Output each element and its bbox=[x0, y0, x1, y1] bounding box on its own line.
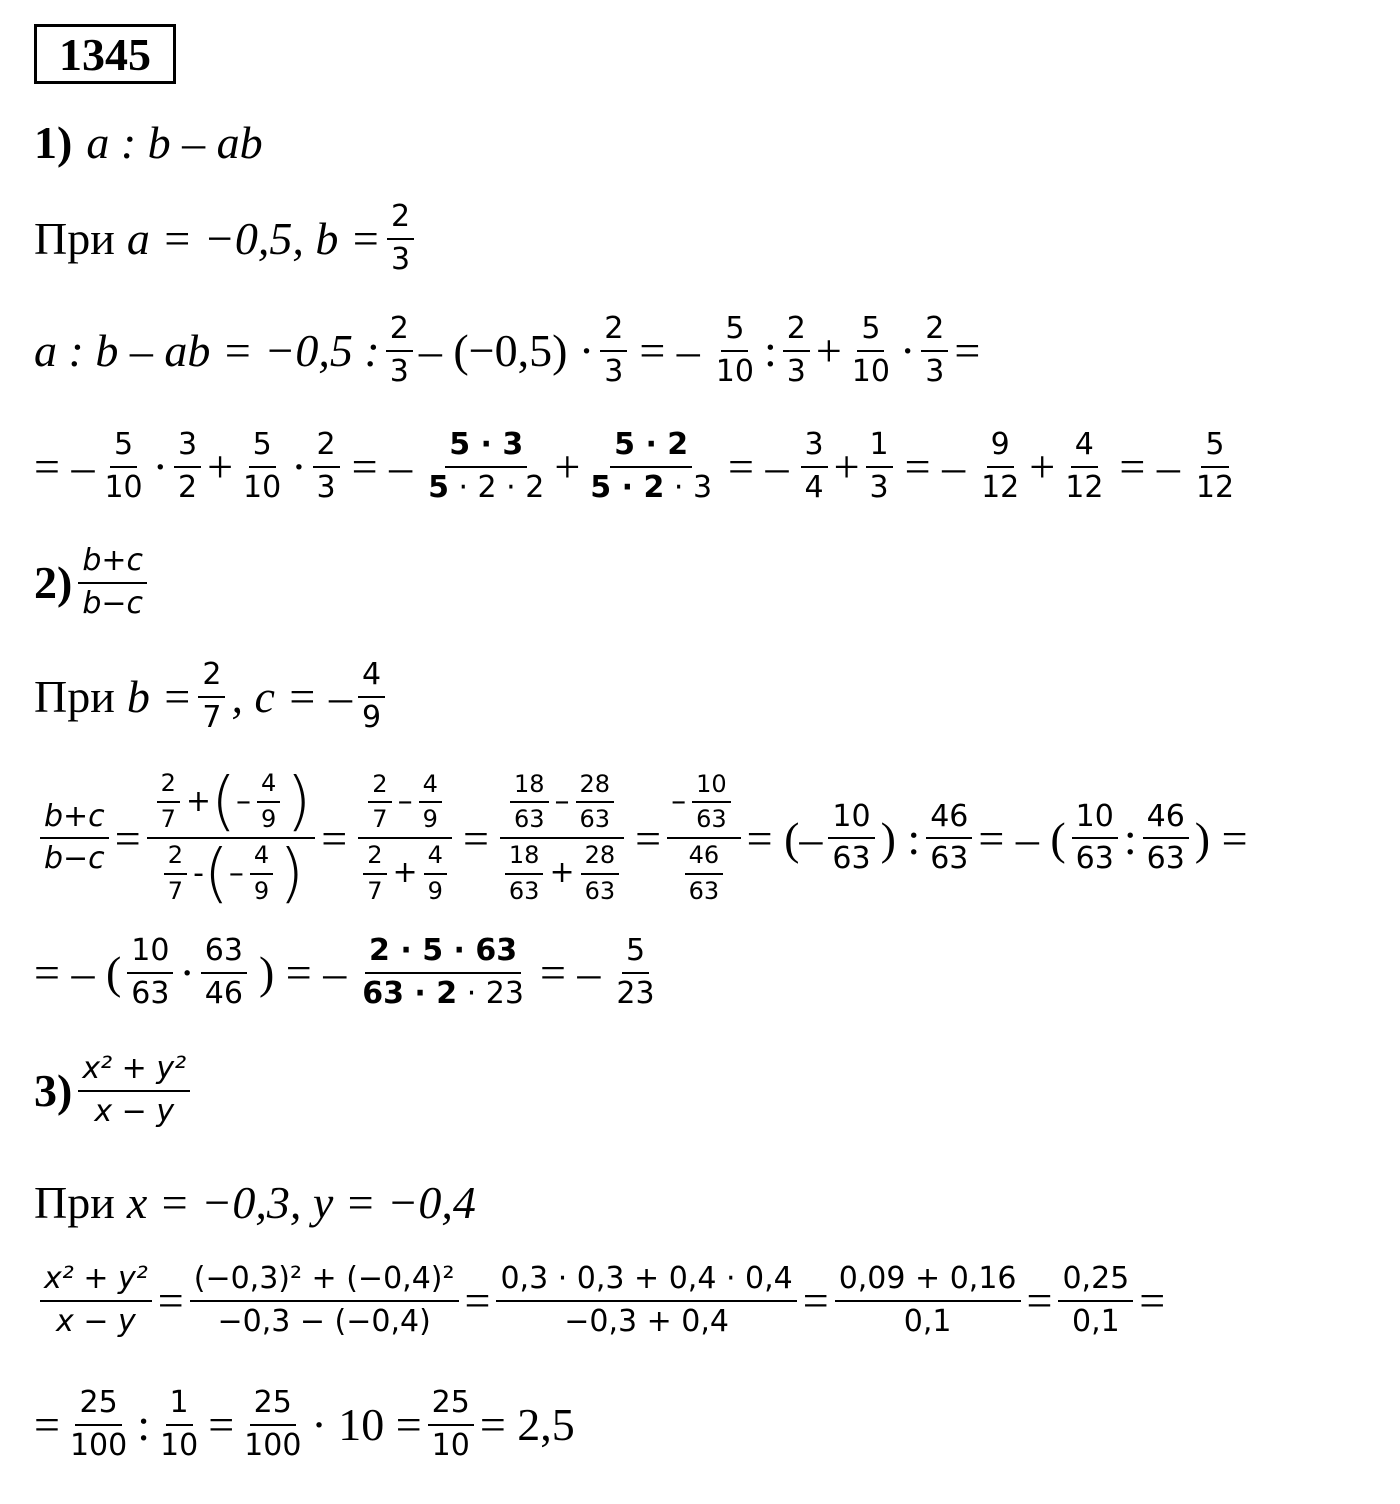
p2-heading bbox=[34, 544, 153, 621]
numerator: 5 bbox=[1201, 428, 1228, 468]
fraction bbox=[239, 428, 285, 505]
denominator: 63 bbox=[930, 841, 969, 876]
operator: = – bbox=[351, 441, 413, 492]
fraction bbox=[848, 312, 894, 389]
denominator: 3 bbox=[869, 469, 889, 505]
numerator: 4 bbox=[1071, 428, 1098, 468]
numerator: 3 bbox=[174, 428, 201, 468]
numerator: 46 bbox=[685, 842, 724, 875]
p2-condition bbox=[34, 658, 391, 735]
fraction bbox=[1072, 800, 1118, 877]
operator: = – bbox=[539, 947, 601, 998]
operator: = bbox=[464, 1275, 491, 1326]
fraction bbox=[505, 842, 544, 905]
operator: : bbox=[763, 325, 777, 376]
operator: = bbox=[1139, 1275, 1166, 1326]
fraction bbox=[783, 312, 810, 389]
p2-line1 bbox=[34, 765, 1248, 911]
operator: – bbox=[228, 855, 244, 891]
numerator: 18 bbox=[510, 771, 549, 804]
operator: + bbox=[554, 441, 581, 492]
numerator: 1 bbox=[166, 1386, 193, 1426]
denominator: 7 bbox=[160, 805, 176, 833]
numerator: 5 bbox=[857, 312, 884, 352]
numerator: 5 · 3 bbox=[445, 428, 527, 468]
p3-expression bbox=[78, 1052, 190, 1129]
fraction bbox=[368, 771, 391, 834]
operator: + bbox=[185, 783, 212, 819]
fraction bbox=[801, 428, 828, 505]
operator: + bbox=[815, 325, 842, 376]
p3-label: 3) bbox=[34, 1065, 73, 1116]
operator: = bbox=[635, 812, 662, 864]
operator: = bbox=[34, 1399, 60, 1450]
paren: ) bbox=[286, 765, 312, 839]
numerator: b+c bbox=[78, 544, 147, 584]
numerator: 4 bbox=[419, 771, 442, 804]
p1-label: 1) bbox=[34, 117, 73, 168]
denominator bbox=[353, 839, 457, 905]
numerator: 2 bbox=[198, 658, 225, 698]
denominator bbox=[495, 839, 629, 905]
denominator: 0,1 bbox=[1071, 1303, 1120, 1339]
fraction bbox=[921, 312, 948, 389]
operator: = (– bbox=[746, 812, 823, 864]
denominator: 10 bbox=[715, 353, 754, 389]
numerator: 2 bbox=[783, 312, 810, 352]
fraction bbox=[363, 842, 386, 905]
fraction bbox=[600, 312, 627, 389]
operator: + bbox=[549, 855, 575, 891]
denominator: x − y bbox=[56, 1303, 136, 1339]
denominator: 63 bbox=[1075, 841, 1114, 876]
denominator: 3 bbox=[390, 241, 411, 277]
fraction bbox=[198, 658, 225, 735]
fraction bbox=[358, 934, 528, 1011]
operator: = bbox=[1026, 1275, 1053, 1326]
operator: = bbox=[157, 1275, 184, 1326]
numerator: 2 bbox=[600, 312, 627, 352]
operator: = bbox=[462, 812, 489, 864]
denominator: b−c bbox=[82, 585, 144, 621]
numerator: 25 bbox=[75, 1386, 121, 1426]
denominator: 10 bbox=[160, 1427, 199, 1463]
operator: · bbox=[179, 947, 195, 998]
p2-expression bbox=[78, 544, 147, 621]
numerator: 25 bbox=[250, 1386, 296, 1426]
numerator: 9 bbox=[987, 428, 1014, 468]
denominator: 7 bbox=[167, 877, 184, 905]
fraction bbox=[1061, 428, 1107, 505]
fraction bbox=[386, 312, 413, 389]
denominator: 0,1 bbox=[903, 1303, 952, 1339]
p3-line1 bbox=[34, 1262, 1165, 1339]
numerator: 10 bbox=[1072, 800, 1118, 840]
operator: = – bbox=[728, 441, 789, 492]
numerator: 5 · 2 bbox=[610, 428, 692, 468]
fraction bbox=[156, 1386, 202, 1463]
operator: · bbox=[152, 441, 168, 492]
cancelled-factor: 63 · 2 bbox=[362, 975, 458, 1011]
p2-line2 bbox=[34, 934, 665, 1011]
fraction bbox=[586, 428, 716, 505]
numerator: 0,3 · 0,3 + 0,4 · 0,4 bbox=[496, 1262, 796, 1302]
denominator: 9 bbox=[261, 805, 277, 833]
operator: = – bbox=[34, 441, 95, 492]
denominator: 3 bbox=[389, 353, 409, 389]
numerator: 10 bbox=[127, 934, 173, 974]
paren: ) bbox=[279, 837, 305, 911]
operator: + bbox=[833, 441, 860, 492]
numerator bbox=[358, 771, 452, 839]
operator: + bbox=[392, 855, 418, 891]
denominator: 7 bbox=[367, 876, 383, 905]
p1-cond-a: a = −0,5, b = bbox=[126, 213, 381, 264]
numerator: 1 bbox=[866, 428, 893, 468]
fraction bbox=[428, 1386, 474, 1463]
numerator: 2 bbox=[164, 842, 187, 875]
denominator: 46 bbox=[204, 975, 243, 1011]
denominator: 9 bbox=[253, 877, 270, 905]
p2-cond-word: При bbox=[34, 671, 115, 722]
numerator: 5 bbox=[721, 312, 748, 352]
p1-condition bbox=[34, 200, 420, 277]
numerator: 2 bbox=[921, 312, 948, 352]
p2-label: 2) bbox=[34, 557, 73, 608]
operator: + bbox=[207, 441, 234, 492]
denominator: 2 bbox=[177, 469, 198, 505]
fraction bbox=[835, 1262, 1021, 1339]
operator: · bbox=[291, 441, 307, 492]
operator: = bbox=[321, 812, 348, 864]
denominator: 3 bbox=[925, 353, 945, 389]
denominator: 9 bbox=[422, 805, 438, 834]
numerator: 5 bbox=[622, 934, 649, 974]
numerator: 2 bbox=[363, 842, 386, 875]
fraction bbox=[510, 771, 549, 834]
denominator: 63 bbox=[832, 841, 871, 876]
p3-line2 bbox=[34, 1386, 575, 1463]
numerator: 5 bbox=[249, 428, 276, 468]
numerator: 5 bbox=[110, 428, 137, 468]
numerator: 4 bbox=[257, 770, 280, 803]
denominator: −0,3 + 0,4 bbox=[564, 1303, 729, 1339]
fraction bbox=[712, 312, 758, 389]
denominator: 9 bbox=[427, 876, 443, 905]
remaining-factor: · 23 bbox=[457, 975, 524, 1011]
fraction bbox=[190, 1262, 459, 1339]
fraction bbox=[424, 428, 548, 505]
operator: = – bbox=[904, 441, 966, 492]
p1-heading bbox=[34, 116, 263, 169]
answer-fraction bbox=[1192, 428, 1238, 505]
numerator: 2 bbox=[386, 312, 413, 352]
fraction bbox=[157, 770, 180, 833]
numerator: x² + y² bbox=[40, 1262, 152, 1302]
fraction bbox=[692, 771, 731, 834]
numerator: 10 bbox=[828, 800, 874, 840]
operator: = – bbox=[639, 325, 700, 376]
cancelled-factor: 5 · 2 bbox=[590, 469, 665, 505]
task-number: 1345 bbox=[59, 28, 151, 80]
operator: · bbox=[899, 325, 916, 376]
operator: · 10 = bbox=[311, 1399, 422, 1450]
denominator bbox=[154, 837, 308, 911]
numerator: 46 bbox=[926, 800, 972, 840]
fraction bbox=[926, 800, 972, 877]
denominator: 63 bbox=[696, 805, 727, 834]
fraction bbox=[424, 842, 447, 905]
fraction bbox=[313, 428, 340, 505]
cancelled-factor: 5 bbox=[428, 469, 449, 505]
denominator: 12 bbox=[981, 469, 1020, 505]
denominator: 7 bbox=[202, 699, 222, 735]
p1-line1 bbox=[34, 312, 980, 389]
operator: – bbox=[397, 784, 413, 820]
numerator bbox=[147, 765, 316, 839]
operator: : bbox=[137, 1399, 150, 1450]
denominator: 10 bbox=[104, 469, 143, 505]
denominator: 12 bbox=[1065, 469, 1104, 505]
p1-l1-mid: – (−0,5) · bbox=[418, 325, 595, 376]
fraction bbox=[977, 428, 1023, 505]
denominator bbox=[586, 468, 716, 506]
denominator: 7 bbox=[372, 805, 388, 834]
operator: = – bbox=[1119, 441, 1180, 492]
denominator: 3 bbox=[786, 353, 806, 389]
fraction bbox=[201, 934, 247, 1011]
operator: ) = bbox=[1194, 812, 1248, 864]
p3-cond-word: При bbox=[34, 1177, 115, 1228]
denominator: 3 bbox=[604, 353, 624, 389]
fraction bbox=[66, 1386, 131, 1463]
fraction bbox=[358, 658, 385, 735]
denominator: −0,3 − (−0,4) bbox=[217, 1303, 431, 1339]
numerator: 2 bbox=[313, 428, 340, 468]
fraction bbox=[866, 428, 893, 505]
fraction bbox=[1143, 800, 1189, 877]
operator: = bbox=[954, 325, 981, 376]
fraction bbox=[419, 771, 442, 834]
denominator: 12 bbox=[1195, 469, 1235, 505]
p1-expression: a : b – ab bbox=[86, 117, 263, 168]
denominator: 63 bbox=[1146, 841, 1185, 876]
denominator: 100 bbox=[244, 1427, 302, 1463]
numerator: 0,09 + 0,16 bbox=[835, 1262, 1021, 1302]
numerator: 2 · 5 · 63 bbox=[365, 934, 521, 974]
numerator: 2 bbox=[157, 770, 180, 803]
denominator: 10 bbox=[431, 1427, 470, 1463]
denominator bbox=[424, 468, 548, 506]
numerator: 63 bbox=[201, 934, 247, 974]
numerator: 28 bbox=[581, 842, 620, 875]
complex-fraction bbox=[495, 771, 629, 905]
numerator: 2 bbox=[368, 771, 391, 804]
denominator: 10 bbox=[243, 469, 282, 505]
p1-cond-word: При bbox=[34, 213, 115, 264]
numerator: 18 bbox=[505, 842, 544, 875]
fraction bbox=[40, 1262, 152, 1339]
operator: ) = – bbox=[258, 947, 347, 998]
operator: ) : bbox=[880, 812, 921, 864]
denominator: 63 bbox=[584, 876, 616, 905]
operator: – bbox=[671, 784, 687, 820]
numerator: x² + y² bbox=[78, 1052, 190, 1092]
fraction bbox=[127, 934, 173, 1011]
task-number-box bbox=[34, 24, 176, 84]
numerator bbox=[667, 771, 741, 839]
operator: + bbox=[1029, 441, 1056, 492]
numerator: 4 bbox=[358, 658, 385, 698]
numerator: 4 bbox=[250, 842, 273, 875]
complex-fraction bbox=[147, 765, 316, 911]
p3-cond: x = −0,3, y = −0,4 bbox=[126, 1177, 476, 1228]
fraction bbox=[576, 771, 615, 834]
fraction bbox=[685, 842, 724, 905]
p2-cond-b: b = bbox=[126, 671, 193, 722]
denominator: b−c bbox=[44, 841, 105, 876]
operator: = – ( bbox=[978, 812, 1066, 864]
denominator: 63 bbox=[688, 876, 720, 905]
remaining-factor: · 3 bbox=[664, 469, 713, 505]
p3-condition bbox=[34, 1176, 476, 1229]
denominator: 23 bbox=[616, 975, 655, 1011]
p2-cond-c: , c = – bbox=[231, 671, 352, 722]
denominator: x − y bbox=[94, 1093, 175, 1129]
numerator: 0,25 bbox=[1058, 1262, 1133, 1302]
numerator: 28 bbox=[576, 771, 615, 804]
p3-result: = 2,5 bbox=[479, 1399, 575, 1450]
fraction bbox=[828, 800, 874, 877]
complex-fraction bbox=[667, 771, 741, 905]
fraction bbox=[496, 1262, 796, 1339]
denominator: 4 bbox=[804, 469, 824, 505]
p1-cond-b-fraction bbox=[387, 200, 414, 277]
numerator bbox=[500, 771, 624, 839]
numerator: 3 bbox=[801, 428, 828, 468]
fraction bbox=[1058, 1262, 1133, 1339]
p3-heading bbox=[34, 1052, 196, 1129]
remaining-factor: · 2 · 2 bbox=[448, 469, 545, 505]
fraction bbox=[100, 428, 146, 505]
denominator: 3 bbox=[316, 469, 336, 505]
operator: : bbox=[1123, 812, 1137, 864]
p1-l1-lhs: a : b – ab = −0,5 : bbox=[34, 325, 380, 376]
denominator: 9 bbox=[361, 699, 382, 735]
paren: ( bbox=[203, 837, 229, 911]
p1-line2 bbox=[34, 428, 1244, 505]
denominator bbox=[358, 974, 528, 1012]
operator: – bbox=[236, 783, 252, 819]
operator: - bbox=[193, 855, 204, 891]
numerator: b+c bbox=[40, 800, 109, 840]
numerator: 4 bbox=[424, 842, 447, 875]
complex-fraction bbox=[353, 771, 457, 905]
denominator: 63 bbox=[131, 975, 170, 1011]
numerator: 10 bbox=[692, 771, 731, 804]
fraction bbox=[40, 800, 109, 877]
fraction bbox=[581, 842, 620, 905]
denominator: 63 bbox=[513, 805, 545, 834]
operator: = bbox=[208, 1399, 235, 1450]
answer-fraction bbox=[612, 934, 658, 1011]
numerator: 2 bbox=[387, 200, 414, 240]
operator: = bbox=[114, 812, 141, 864]
numerator: 25 bbox=[428, 1386, 474, 1426]
operator: = – ( bbox=[34, 947, 122, 998]
operator: = bbox=[802, 1275, 829, 1326]
numerator: 46 bbox=[1143, 800, 1189, 840]
fraction bbox=[174, 428, 201, 505]
denominator: 10 bbox=[851, 353, 890, 389]
fraction bbox=[164, 842, 187, 905]
denominator: 100 bbox=[69, 1427, 128, 1463]
paren: ( bbox=[211, 765, 237, 839]
fraction bbox=[250, 842, 273, 905]
fraction bbox=[257, 770, 280, 833]
denominator: 63 bbox=[579, 805, 611, 834]
operator: – bbox=[554, 784, 570, 820]
denominator: 63 bbox=[508, 876, 540, 905]
fraction bbox=[240, 1386, 305, 1463]
numerator: (−0,3)² + (−0,4)² bbox=[190, 1262, 459, 1302]
denominator bbox=[675, 839, 734, 905]
